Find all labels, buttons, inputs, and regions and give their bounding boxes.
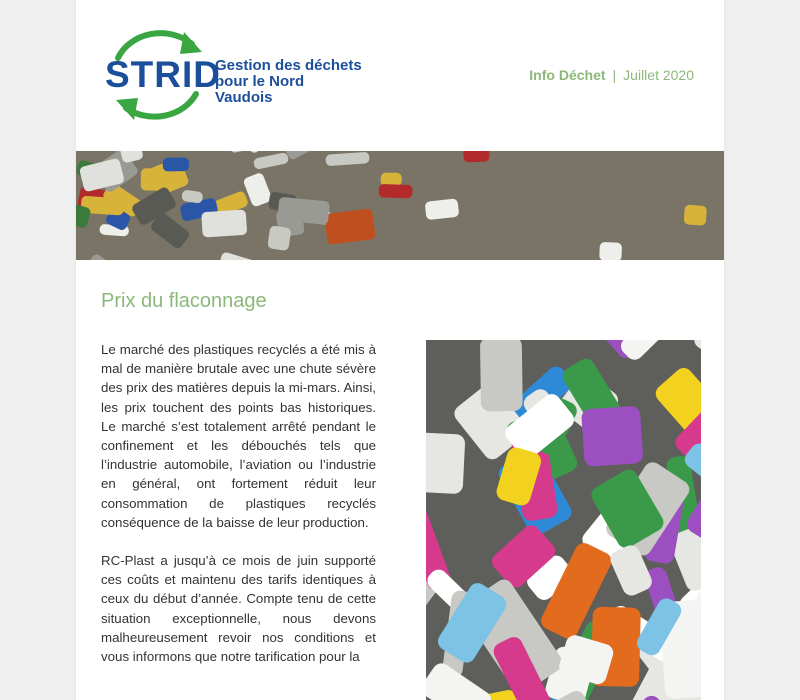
article-paragraph-2: RC-Plast a jusqu’à ce mois de juin supporté ces coûts et maintenu des tarifs identiques à ceux du début d’année. Compte tenu de cette situation exceptionnelle, nous devons malheureusement revoir nos conditions et vous informons que notre tarification pour la [101,553,376,665]
issue-kind: Info Déchet [529,67,606,83]
can-shape [379,184,413,198]
issue-info [529,67,694,83]
article-paragraph-1: Le marché des plastiques recyclés a été mis à mal de manière brutale avec une chute sévère des prix des matières depuis la mi-mars. Ainsi, les prix touchent des points bas historiques. Le marché s’est totalement arrêté pendant le confinement et les débouchés tels que l’industrie automobile, l’aviation ou l’industrie en général, ont fortement réduit leur consommation de plastiques recyclés conséquence de la baisse de leur production. [101,342,376,530]
banner-image [76,151,725,260]
logo-tagline [215,58,365,106]
can-shape [324,208,376,245]
bottle-shape [581,406,643,467]
bottle-shape [426,432,465,494]
recycled-cans-photo-icon [76,151,725,260]
can-shape [599,242,622,260]
tagline-line-2: pour le Nord Vaudois [215,73,305,106]
tagline-line-1: Gestion des déchets [215,57,362,74]
article-photo [426,340,701,700]
can-shape [425,198,460,220]
logo-wordmark: STRID [105,54,221,95]
article-title: Prix du flaconnage [101,290,267,312]
can-shape [201,209,247,237]
strid-logo[interactable] [104,28,362,124]
bottle-shape [480,340,523,412]
can-shape [267,225,291,251]
header [76,0,724,151]
article [101,290,701,665]
newsletter [75,0,725,700]
article-body [101,340,376,685]
can-shape [463,151,490,162]
can-shape [684,204,707,225]
issue-date: Juillet 2020 [623,67,694,83]
can-shape [277,197,330,225]
plastic-bottles-photo-icon [426,340,701,700]
can-shape [163,157,189,171]
issue-separator: | [612,67,617,83]
